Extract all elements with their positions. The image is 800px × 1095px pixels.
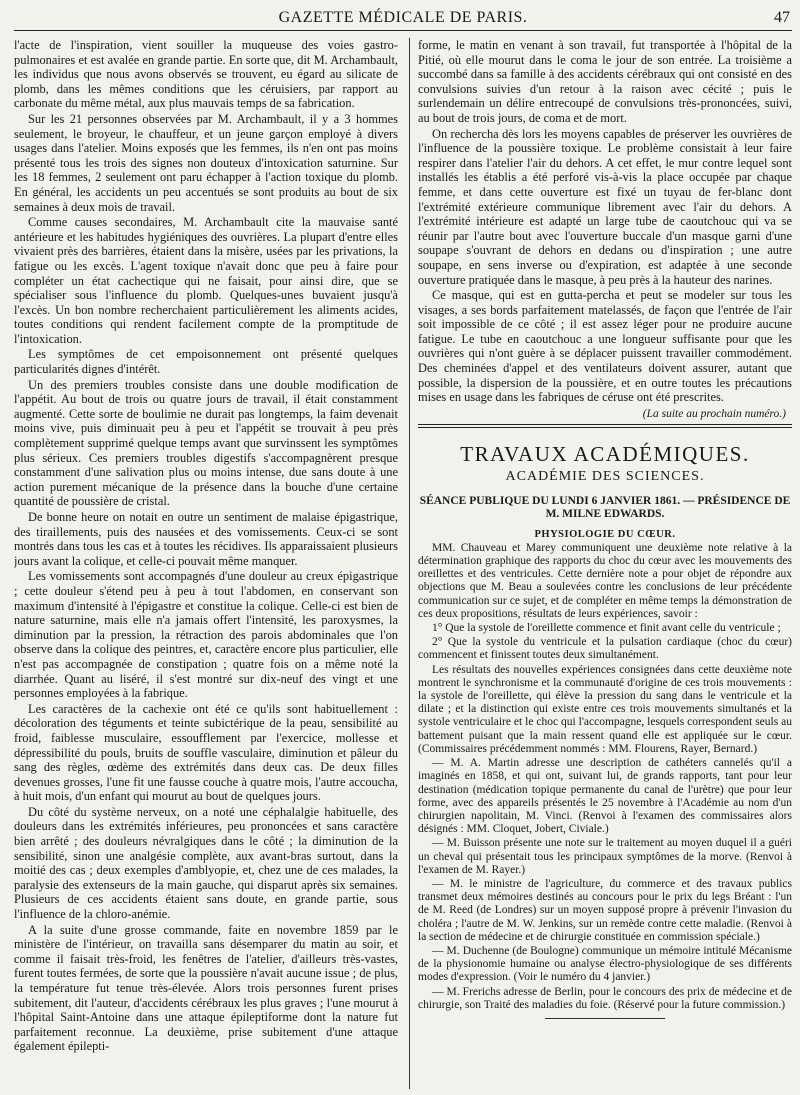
continued-note: (La suite au prochain numéro.): [642, 407, 786, 420]
body-paragraph: De bonne heure on notait en outre un sentiment de malaise épigastrique, des tiraillements, puis des nausées et des vomissements. Ceux-ci se sont montrés dans tous les cas et à toutes les récidives. Ils apparaissaient plusieurs jours avant la colique, et celle-ci pouvait même manquer.: [14, 510, 398, 568]
column-divider: [409, 38, 410, 1089]
body-paragraph: Du côté du système nerveux, on a noté une céphalalgie habituelle, des douleurs dans les extrémités inférieures, peu prononcées et sans caractère bien arrêté ; des douleurs névralgiques dans le côté ; la diminution de la sensibilité, sinon une analgésie complète, aux avant-bras surtout, dans la moitié des cas ; deux exemples d'amblyopie, et, chez une de ces malades, la paralysie des extenseurs de la main gauche, qui disparut après six semaines. Plusieurs de ces accidents étaient sans doute, en grande partie, sous l'influence de la chloro-anémie.: [14, 804, 398, 922]
page-header: [14, 0, 792, 31]
body-paragraph: Comme causes secondaires, M. Archambault cite la mauvaise santé antérieure et les habitudes hygiéniques des ouvrières. La plupart d'entre elles vivaient près des barrières, étaient dans la misère, usées par les privations, la fatigue ou les excès. L'agent toxique n'avait donc que peu à faire pour compléter un état cachectique qui ne faisait, pour ainsi dire, que se spécialiser sous l'influence du plomb. Quelques-unes buvaient jusqu'à l'excès. Un bon nombre recherchaient particulièrement les aliments acides, toutes conditions qui rendent facilement compte de la promptitude de l'intoxication.: [14, 215, 398, 346]
left-column: [14, 38, 398, 1089]
journal-title: GAZETTE MÉDICALE DE PARIS.: [278, 9, 528, 26]
academy-paragraph: — M. le ministre de l'agriculture, du commerce et des travaux publics transmet deux mémoires destinés au concours pour le prix du legs Bréant : l'un de M. Reed (de Londres) sur un moyen supposé propre à prévenir l'invasion du choléra ; l'autre de M. W. Jenkins, sur un remède contre cette maladie. (Renvoi à la section de médecine et de chirurgie constituée en commission spéciale.): [418, 877, 792, 943]
academy-report: [418, 542, 792, 1012]
seance-line: M. MILNE EDWARDS.: [545, 507, 665, 520]
academy-paragraph: Les résultats des nouvelles expériences consignées dans cette deuxième note montrent le synchronisme et la communauté d'origine de ces trois mouvements : la systole de l'oreillette, qui élève la pression du sang dans le ventricule et la dilate ; et la distinction qui existe entre ces trois mouvements simultanés et la systole ventriculaire et le choc qui l'accompagne, lesquels correspondent seuls au battement puisant que la main ressent quand elle est appliquée sur le cœur. (Commissaires précédemment nommés : MM. Flourens, Rayer, Bernard.): [418, 663, 792, 755]
body-paragraph: forme, le matin en venant à son travail, fut transportée à l'hôpital de la Pitié, où elle mourut dans le coma le jour de son entrée. La troisième a succombé dans sa famille à des accidents cérébraux qui ont consisté en des convulsions suivies d'un retour à la raison avec cécité ; puis le surlendemain un délire entrecoupé de convulsions très-prononcées, suivi, au bout de trois jours, de coma et de mort.: [418, 38, 792, 125]
academy-paragraph: — M. A. Martin adresse une description de cathéters cannelés qu'il a imaginés en 1858, et qui ont, suivant lui, de grands rapports, tant pour leur destination (médication topique permanente du canal de l'urètre) que pour leur forme, avec des appareils présentés le 25 novembre à l'Académie au nom d'un chirurgien napolitain, M. Vinci. (Renvoi à l'examen des commissaires alors désignés : MM. Cloquet, Jobert, Civiale.): [418, 757, 792, 836]
seance-heading: [418, 495, 792, 521]
body-paragraph: Les symptômes de cet empoisonnement ont présenté quelques particularités dignes d'intérêt.: [14, 347, 398, 377]
body-paragraph: Les caractères de la cachexie ont été ce qu'ils sont habituellement : décoloration des téguments et teinte subictérique de la peau, sensibilité au froid, faiblesse musculaire, essoufflement par l'exercice, mollesse et dépressibilité du pouls, bruits de souffle vasculaire, diminution et pâleur du sang des règles, œdème des extrémités dans deux cas. De deux filles devenues grosses, l'une fit une fausse couche à quatre mois, l'autre accoucha, à huit mois, d'un enfant qui mourut au bout de quelques jours.: [14, 701, 398, 804]
academy-paragraph: 2° Que la systole du ventricule et la pulsation cardiaque (choc du cœur) commencent et finissent toutes deux simultanément.: [418, 636, 792, 662]
section-title: TRAVAUX ACADÉMIQUES.: [460, 441, 750, 466]
body-paragraph: A la suite d'une grosse commande, faite en novembre 1859 par le ministère de l'intérieur, on travailla sans désemparer du matin au soir, et comme il faisait très-froid, les fenêtres de l'atelier, d'ailleurs très-vastes, furent toutes fermées, de sorte que la poussière n'avait aucune issue ; de plus, la température fut tenue très-élevée. Alors trois personnes furent prises subitement, dit l'auteur, d'accidents cérébraux les plus graves ; l'une mourut à l'hôpital Saint-Antoine dans une attaque épileptiforme dont la nature fut parfaitement reconnue. La deuxième, prise subitement d'une attaque également épilepti-: [14, 922, 398, 1054]
academy-paragraph: — M. Buisson présente une note sur le traitement au moyen duquel il a guéri un cheval qui présentait tous les principaux symptômes de la morve. (Renvoi à l'examen de M. Rayer.): [418, 837, 792, 876]
body-paragraph: l'acte de l'inspiration, vient souiller la muqueuse des voies gastro-pulmonaires et est avalée en grande partie. En sorte que, dit M. Archambault, les individus que nous avons observés se trouvent, eu égard au silicate de plomb, dans les mêmes conditions que les céruisiers, par rapport au carbonate du même métal, aux plus mauvais temps de sa fabrication.: [14, 38, 398, 111]
academy-paragraph: MM. Chauveau et Marey communiquent une deuxième note relative à la détermination graphique des rapports du choc du cœur avec les mouvements des oreillettes et des ventricules. Cette dernière note a pour objet de répondre aux objections que M. Beau a soulevées contre les conclusions de leur précédente communication sur ce sujet, et de compléter en même temps la démonstration de ces deux propositions, résultats de leurs expériences, savoir :: [418, 541, 792, 620]
columns: [14, 38, 792, 1089]
academy-paragraph: — M. Duchenne (de Boulogne) communique un mémoire intitulé Mécanisme de la physionomie humaine ou analyse électro-physiologique de ses différents modes d'expression. (Voir le numéro du 4 janvier.): [418, 944, 792, 984]
academy-paragraph: — M. Frerichs adresse de Berlin, pour le concours des prix de médecine et de chirurgie, son Traité des maladies du foie. (Réservé pour la future commission.): [418, 985, 792, 1011]
body-paragraph: Ce masque, qui est en gutta-percha et peut se modeler sur tous les visages, a ses bords parfaitement matelassés, de façon que l'entrée de l'air soit impossible de ce côté ; il est assez léger pour ne produire aucune fatigue. Le tube en caoutchouc a une longueur suffisante pour que les ouvrières qui n'ont guère à se déplacer puissent travailler commodément. Des cheminées d'appel et des ventilateurs doivent assurer, autant que possible, la dispersion de la poussière, et en outre toutes les précautions mises en usage dans les fabriques de céruse ont été prescrites.: [418, 288, 792, 405]
right-column: [418, 38, 792, 1089]
academy-paragraph: 1° Que la systole de l'oreillette commence et finit avant celle du ventricule ;: [432, 622, 781, 635]
page-number: 47: [774, 9, 790, 26]
end-rule: [545, 1018, 665, 1019]
seance-line: SÉANCE PUBLIQUE DU LUNDI 6 JANVIER 1861. — PRÉSIDENCE DE: [419, 494, 791, 507]
section-subtitle: ACADÉMIE DES SCIENCES.: [505, 468, 705, 484]
body-paragraph: Un des premiers troubles consiste dans une double modification de l'appétit. Au bout de trois ou quatre jours de travail, il était constamment augmenté. Cette sorte de boulimie ne durait pas longtemps, la faim devenait moins vive, puis diminuait peu à peu et l'appétit se trouvait à peu près complètement supprimé quelque temps avant que survinssent les symptômes plus sérieux. Ces premiers troubles digestifs s'accompagnèrent presque constamment d'une salivation plus ou moins intense, due sans doute à une action purement mécanique de la présence dans la bouche d'une certaine quantité de poussière de cristal.: [14, 377, 398, 509]
body-paragraph: Sur les 21 personnes observées par M. Archambault, il y a 3 hommes seulement, le broyeur, le chauffeur, et un jeune garçon employé à divers usages dans l'atelier. Moins exposés que les femmes, ils n'en ont pas moins présenté tous les trois des signes non douteux d'intoxication saturnine. Sur les 18 femmes, 2 seulement ont paru échapper à l'action toxique du plomb. En général, les accidents un peu accentués se sont produits au bout de six semaines à deux mois de travail.: [14, 111, 398, 214]
body-paragraph: Les vomissements sont accompagnés d'une douleur au creux épigastrique ; cette douleur s'étend peu à peu à tout l'abdomen, en conservant son maximum d'intensité à l'épigastre et constitue la colique. Celle-ci est bien de nature saturnine, mais elle n'a jamais offert l'intensité, les paroxysmes, la diminution par la pression, la rétraction des parois abdominales que l'on observe dans la colique des peintres, et, caractère encore plus particulier, elle n'est pas accompagnée de constipation ; quatre fois on a même noté la diarrhée. Quant au liséré, il s'est montré sur dix-neuf des vingt et une personnes employées à la fabrique.: [14, 569, 398, 701]
section-rule: [418, 424, 792, 428]
topic-subheading: PHYSIOLOGIE DU CŒUR.: [534, 528, 676, 540]
body-paragraph: On rechercha dès lors les moyens capables de préserver les ouvrières de l'influence de la poussière toxique. Le problème consistait à leur faire respirer dans l'atelier l'air du dehors. A cet effet, le mur contre lequel sont installés les établis a été perforé vis-à-vis la place occupée par chaque femme, et dans cette ouverture est fixé un tuyau de fer-blanc dont l'extrémité extérieure communique librement avec l'air du dehors. A l'extrémité intérieure est adapté un large tube de caoutchouc qui va se réunir par l'autre bout avec l'ouverture buccale d'un masque garni d'une soupape s'ouvrant de dehors en dedans ou d'inspiration ; une autre soupape, en sens inverse ou d'expiration, est adaptée à une seconde ouverture pratiquée dans le masque, à peu près à la hauteur des narines.: [418, 126, 792, 287]
